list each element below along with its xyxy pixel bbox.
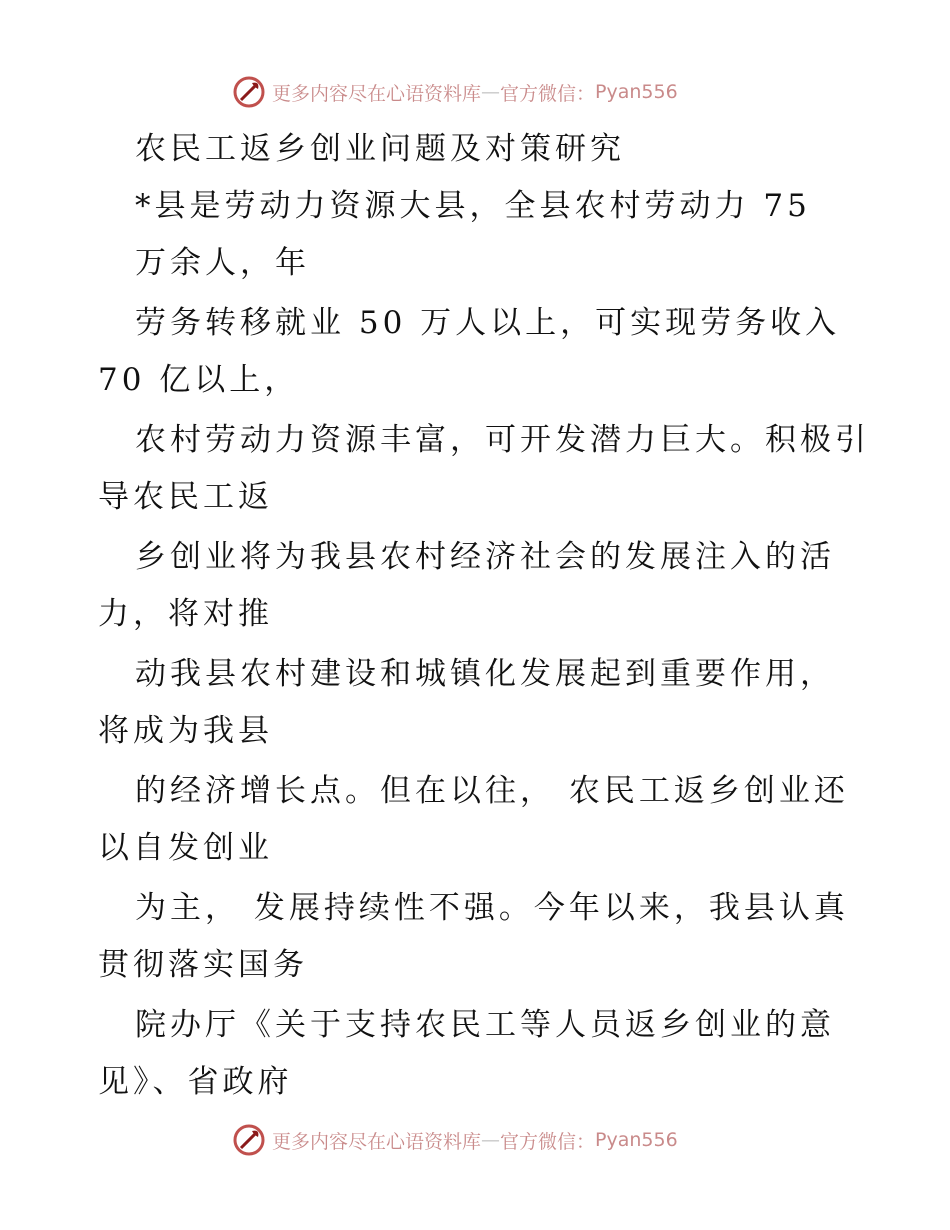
watermark-wechat-id: Pyan556 — [595, 1129, 678, 1151]
paragraph-line: 将成为我县 — [98, 713, 273, 749]
header-watermark — [232, 72, 678, 112]
watermark-dash: — — [481, 81, 501, 103]
quill-logo-icon — [232, 1123, 266, 1157]
watermark-promo-text: 更多内容尽在心语资料库 — [272, 82, 482, 105]
watermark-dash: — — [481, 1129, 501, 1151]
paragraph-line: 见》、省政府 — [98, 1064, 293, 1100]
paragraph-line: 的经济增长点。但在以往， 农民工返乡创业还 — [135, 773, 849, 809]
paragraph-line: 导农民工返 — [98, 479, 273, 515]
paragraph-line: 乡创业将为我县农村经济社会的发展注入的活 — [135, 539, 835, 575]
watermark-official-label: 官方微信： — [500, 1130, 596, 1153]
paragraph-line: 农村劳动力资源丰富，可开发潜力巨大。积极引 — [135, 422, 870, 458]
paragraph-line: 万余人，年 — [135, 245, 310, 281]
paragraph-line: 劳务转移就业 50 万人以上，可实现劳务收入 — [135, 305, 841, 341]
paragraph-line: 为主， 发展持续性不强。今年以来，我县认真 — [135, 890, 849, 926]
watermark-promo-text: 更多内容尽在心语资料库 — [272, 1130, 482, 1153]
paragraph-line: 动我县农村建设和城镇化发展起到重要作用， — [135, 656, 835, 692]
document-title: 农民工返乡创业问题及对策研究 — [135, 131, 625, 167]
paragraph-line: *县是劳动力资源大县，全县农村劳动力 75 — [135, 188, 811, 224]
paragraph-line: 贯彻落实国务 — [98, 947, 308, 983]
watermark-wechat-id: Pyan556 — [595, 81, 678, 103]
paragraph-line: 院办厅《关于支持农民工等人员返乡创业的意 — [135, 1007, 835, 1043]
paragraph-line: 力，将对推 — [98, 596, 273, 632]
paragraph-line: 70 亿以上， — [98, 362, 300, 398]
footer-watermark — [232, 1120, 678, 1160]
paragraph-line: 以自发创业 — [98, 830, 273, 866]
quill-logo-icon — [232, 75, 266, 109]
watermark-official-label: 官方微信： — [500, 82, 596, 105]
